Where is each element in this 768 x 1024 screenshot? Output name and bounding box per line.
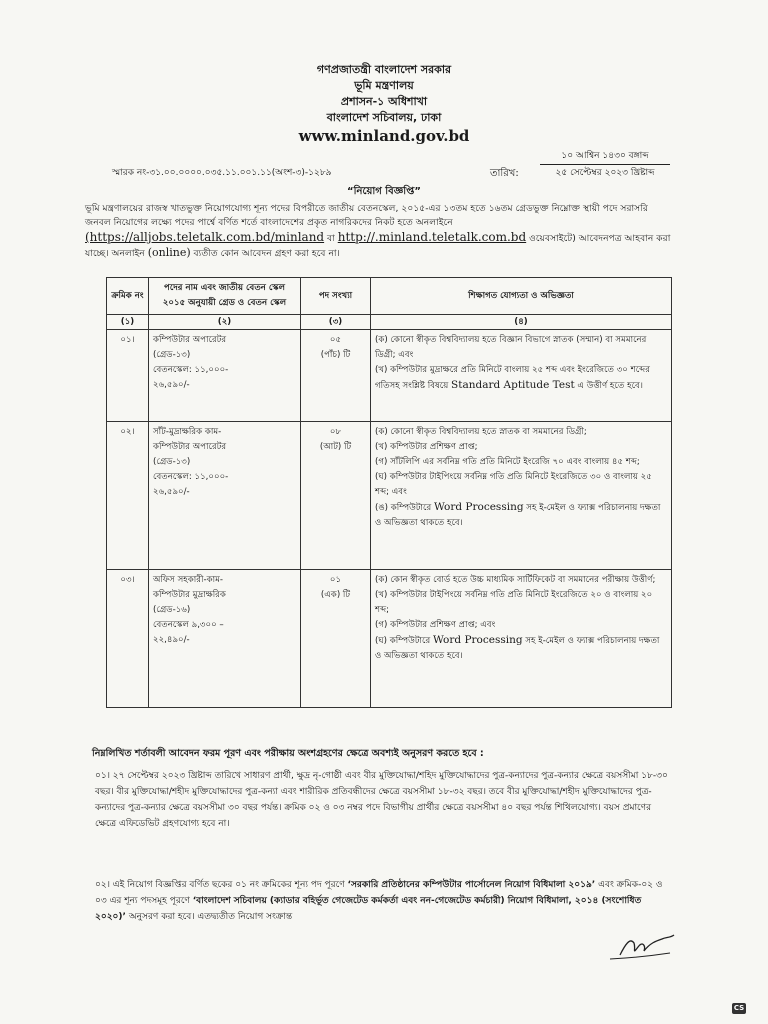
ministry-name: ভূমি মন্ত্রণালয় [354,79,414,92]
rule-name: ‘সরকারি প্রতিষ্ঠানের কম্পিউটার পার্সোনেল নিয়োগ বিধিমালা ২০১৯’ [347,880,596,890]
intro-text-2: বা [327,233,335,244]
post-title: অফিস সহকারী-কাম- [153,575,223,585]
post-scale: বেতনস্কেল: ১১,০০০- [153,365,229,375]
condition-paragraph-2 [95,877,675,925]
count-number: ০১ [329,575,342,585]
post-title: কম্পিউটার মুদ্রাক্ষরিক [153,590,226,600]
table-number-row [107,315,672,330]
paragraph-text: অনুসরণ করা হবে। এতদ্ব্যতীত নিয়োগ সংক্রান্ত [128,912,293,922]
qualification-item [375,500,667,531]
row-qualification [371,422,672,570]
qualification-item: (গ) সাঁটলিপি এর সর্বনিম্ন গতি প্রতি মিনিটে ইংরেজি ৭০ এবং বাংলায় ৪৫ শব্দ; [375,457,640,467]
header-count: পদ সংখ্যা [301,278,371,315]
row-post [149,330,301,422]
qualification-item: (খ) কম্পিউটার প্রশিক্ষণ প্রাপ্ত; [375,442,478,452]
col-number: (১) [107,315,149,330]
count-number: ০৫ [329,335,342,345]
count-words: (এক) টি [320,590,351,600]
row-count [301,330,371,422]
qualification-item: (গ) কম্পিউটার প্রশিক্ষণ প্রাপ্ত; এবং [375,620,496,630]
post-scale: বেতনস্কেল: ১১,০০০- [153,472,229,482]
row-serial: ০৩। [107,570,149,708]
paragraph-text: এবং ক্রমিক-০২ ও ০৩ এর শূন্য পদসমূহ পূরণে [95,880,663,906]
qualification-text: (ঘ) কম্পিউটারে [375,636,431,646]
intro-text-4: ব্যতীত কোন আবেদন গ্রহণ করা হবে না। [193,248,340,259]
row-post [149,422,301,570]
count-words: (পাঁচ) টি [320,350,351,360]
letterhead [0,62,768,146]
post-grade: (গ্রেড-১৩) [153,457,191,467]
qualification-item: (ক) কোনো স্বীকৃত বিশ্ববিদ্যালয় হতে বিজ্ঞান বিভাগে স্নাতক (সম্মান) বা সমমানের ডিগ্রী; এবং [375,335,647,360]
row-serial: ০২। [107,422,149,570]
post-scale: ২২,৪৯০/- [153,635,190,645]
count-number: ০৮ [329,427,342,437]
row-post [149,570,301,708]
row-serial: ০১। [107,330,149,422]
notice-title: “নিয়োগ বিজ্ঞপ্তি” [347,186,421,197]
qualification-english: Word Processing [433,501,524,513]
row-count [301,570,371,708]
qualification-item: (খ) কম্পিউটার টাইপিংয়ে সর্বনিম্ন গতি প্রতি মিনিটে ইংরেজিতে ২০ ও বাংলায় ২০ শব্দ; [375,590,653,615]
qualification-item [375,633,667,664]
intro-text-3: ওয়েবসাইটে) আবেদনপত্র আহবান করা যাচ্ছে। অনলাইন [85,233,671,259]
post-title: কম্পিউটার অপারেটর [153,442,227,452]
rule-name: ‘বাংলাদেশ সচিবালয় (ক্যাডার বহির্ভূত গেজেটেড কর্মকর্তা এবং নন-গেজেটেড কর্মচারী) নিয়োগ বিধিমালা, ২০১৪ (সংশোধিত ২০২০)’ [95,896,642,922]
qualification-text: এ উত্তীর্ণ হতে হবে। [577,381,643,391]
date-block [540,148,670,181]
row-count [301,422,371,570]
office-address: বাংলাদেশ সচিবালয়, ঢাকা [326,111,442,124]
qualification-item [375,363,667,394]
alljobs-link[interactable]: (https://alljobs.teletalk.com.bd/minland [85,230,325,244]
camscanner-badge: CS [733,1004,745,1012]
date-bangla: ১০ আশ্বিন ১৪৩০ বঙ্গাব্দ [561,151,649,161]
qualification-item: (ক) কোনো স্বীকৃত বিশ্ববিদ্যালয় হতে স্নাতক বা সমমানের ডিগ্রী; [375,427,587,437]
conditions-heading: নিম্নলিখিত শর্তাবলী আবেদন ফরম পূরণ এবং পরীক্ষায় অংশগ্রহণের ক্ষেত্রে অবশ্যই অনুসরণ করতে হবে : [92,748,484,759]
job-posts-table [106,277,672,708]
qualification-text: (খ) কম্পিউটার মুদ্রাক্ষরে প্রতি মিনিটে বাংলায় ২৫ শব্দ এবং ইংরেজিতে ৩০ শব্দের গতিসহ সংশ্লিষ্ট বিষয়ে [375,365,650,391]
header-qualification: শিক্ষাগত যোগ্যতা ও অভিজ্ঞতা [371,278,672,315]
signature-mark [600,925,680,965]
qualification-text: সহ ই-মেইল ও ফ্যাক্স পরিচালনায় দক্ষতা ও অভিজ্ঞতা থাকতে হবে। [375,636,660,661]
col-number: (২) [149,315,301,330]
col-number: (৪) [371,315,672,330]
govt-name: গণপ্রজাতন্ত্রী বাংলাদেশ সরকার [316,63,452,76]
qualification-text: (ঙ) কম্পিউটারে [375,503,432,513]
qualification-english: Standard Aptitude Test [451,379,575,391]
date-label: তারিখ: [490,168,519,179]
post-grade: (গ্রেড-১৬) [153,605,191,615]
post-title: সাঁট-মুদ্রাক্ষরিক কাম- [153,427,222,437]
qualification-english: Word Processing [432,634,523,646]
date-english: ২৫ সেপ্টেম্বর ২০২৩ খ্রিষ্টাব্দ [540,164,670,181]
table-row [107,570,672,708]
table-header-row [107,278,672,315]
post-title: কম্পিউটার অপারেটর [153,335,227,345]
qualification-item: (ঘ) কম্পিউটার টাইপিংয়ে সর্বনিম্ন গতি প্রতি মিনিটে ইংরেজিতে ৩০ ও বাংলায় ২৫ শব্দ; এবং [375,472,652,497]
header-post: পদের নাম এবং জাতীয় বেতন স্কেল ২০১৫ অনুযায়ী গ্রেড ও বেতন স্কেল [149,278,301,315]
memo-number: স্মারক নং-৩১.০০.০০০০.০৩৫.১১.০০১.১১(অংশ-৩)-১২৮৯ [112,168,332,178]
post-scale: ২৬,৫৯০/- [153,380,190,390]
post-scale: ২৬,৫৯০/- [153,487,190,497]
online-word: (online) [147,246,191,259]
row-qualification [371,330,672,422]
count-words: (আট) টি [319,442,352,452]
qualification-text: সহ ই-মেইল ও ফ্যাক্স পরিচালনায় দক্ষতা ও অভিজ্ঞতা থাকতে হবে। [375,503,661,528]
paragraph-text: ০২। এই নিয়োগ বিজ্ঞপ্তির বর্ণিত ছকের ০১ নং ক্রমিকের শূন্য পদ পূরণে [95,880,345,890]
intro-paragraph [85,202,675,261]
row-qualification [371,570,672,708]
teletalk-link[interactable]: http://.minland.teletalk.com.bd [337,230,527,244]
division-name: প্রশাসন-১ অধিশাখা [340,95,428,108]
header-serial: ক্রমিক নং [107,278,149,315]
col-number: (৩) [301,315,371,330]
website-link[interactable]: www.minland.gov.bd [298,127,470,145]
intro-text-1: ভূমি মন্ত্রণালয়ের রাজস্ব খাতভুক্ত নিয়োগযোগ্য শূন্য পদের বিপরীতে জাতীয় বেতনস্কেল, ২০১৫-এর ১৩তম হতে ১৬তম গ্রেডভুক্ত নিম্নোক্ত স্থায়ী পদে সরাসরি জনবল নিয়োগের লক্ষ্যে পদের পার্শ্বে বর্ণিত শর্তে বাংলাদেশের প্রকৃত নাগরিকদের নিকট হতে অনলাইনে [85,203,648,228]
post-grade: (গ্রেড-১৩) [153,350,191,360]
post-scale: বেতনস্কেল ৯,৩০০ – [153,620,224,630]
table-row [107,330,672,422]
condition-paragraph-1: ০১। ২৭ সেপ্টেম্বর ২০২৩ খ্রিষ্টাব্দ তারিখে সাধারণ প্রার্থী, ক্ষুদ্র নৃ-গোষ্ঠী এবং বীর মুক্তিযোদ্ধা/শহিদ মুক্তিযোদ্ধাদের পুত্র-কন্যাদের পুত্র-কন্যার ক্ষেত্রে বয়সসীমা ১৮-৩০ বছর। বীর মুক্তিযোদ্ধা/শহীদ মুক্তিযোদ্ধাদের পুত্র-কন্যা এবং শারীরিক প্রতিবন্ধীদের ক্ষেত্রে বয়সসীমা ১৮-৩২ বছর। তবে বীর মুক্তিযোদ্ধা/শহীদ মুক্তিযোদ্ধাদের পুত্র-কন্যাদের পুত্র-কন্যার ক্ষেত্রে বয়সসীমা ৩০ বছর পর্যন্ত। ক্রমিক ০২ ও ০৩ নম্বর পদে বিভাগীয় প্রার্থীর ক্ষেত্রে বয়সসীমা ৪০ বছর পর্যন্ত শিথিলযোগ্য। বয়স প্রমাণের ক্ষেত্রে এফিডেভিট গ্রহণযোগ্য হবে না। [95,771,668,829]
qualification-item: (ক) কোন স্বীকৃত বোর্ড হতে উচ্চ মাধ্যমিক সার্টিফিকেট বা সমমানের পরীক্ষায় উত্তীর্ণ; [375,575,656,585]
table-row [107,422,672,570]
